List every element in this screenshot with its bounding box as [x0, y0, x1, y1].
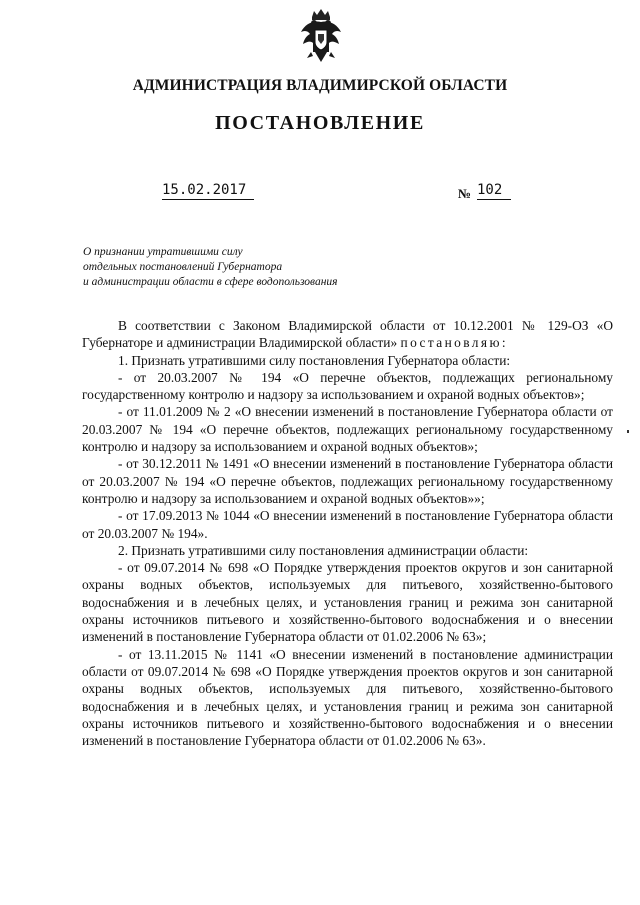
decree-word: постановляю:	[400, 335, 508, 351]
document-date: 15.02.2017	[162, 182, 254, 200]
preamble-paragraph	[82, 317, 613, 352]
list-item: - от 13.11.2015 № 1141 «О внесении изменений в постановление администрации области от 09.07.2014 № 698 «О Порядке утверждения проектов округов и зон санитарной охраны водных объектов, используемых для питьевого, хозяйственно-бытового водоснабжения и в лечебных целях, и установления границ и режима зон санитарной охраны источников питьевого и хозяйственно-бытового водоснабжения и о внесении изменений в постановление Губернатора области от 01.02.2006 № 63».	[82, 646, 613, 749]
list-item: - от 17.09.2013 № 1044 «О внесении изменений в постановление Губернатора области от 20.03.2007 № 194».	[82, 508, 613, 541]
subject-line: и администрации области в сфере водопользования	[83, 275, 338, 288]
organization-title: АДМИНИСТРАЦИЯ ВЛАДИМИРСКОЙ ОБЛАСТИ	[132, 77, 508, 94]
list-item: - от 20.03.2007 № 194 «О перечне объектов, подлежащих региональному государственному контролю и надзору за использованием и охраной водных объектов»;	[82, 369, 613, 403]
number-sign: №	[458, 186, 472, 201]
document-number: 102	[477, 182, 511, 200]
subject-line: отдельных постановлений Губернатора	[83, 260, 283, 273]
preamble-text: В соответствии с Законом Владимирской области от 10.12.2001 № 129-ОЗ «О Губернаторе и администрации Владимирской области»	[82, 318, 613, 351]
document-body	[82, 317, 613, 749]
scan-speck	[627, 430, 629, 433]
document-subject	[83, 245, 413, 289]
section-2-heading: 2. Признать утратившими силу постановления администрации области:	[118, 542, 529, 558]
coat-of-arms-emblem	[299, 8, 343, 66]
subject-line: О признании утратившими силу	[83, 246, 243, 258]
document-type-title: ПОСТАНОВЛЕНИЕ	[215, 112, 425, 134]
section-1-heading: 1. Признать утратившими силу постановления Губернатора области:	[118, 352, 511, 368]
list-item: - от 11.01.2009 № 2 «О внесении изменений в постановление Губернатора области от 20.03.2007 № 194 «О перечне объектов, подлежащих региональному государственному контролю и надзору за использованием и охраной водных объектов»;	[82, 404, 613, 455]
list-item: - от 09.07.2014 № 698 «О Порядке утверждения проектов округов и зон санитарной охраны водных объектов, используемых для питьевого, хозяйственно-бытового водоснабжения и в лечебных целях, и установления границ и режима зон санитарной охраны источников питьевого и хозяйственно-бытового водоснабжения и о внесении изменений в постановление Губернатора области от 01.02.2006 № 63»;	[82, 560, 613, 645]
list-item: - от 30.12.2011 № 1491 «О внесении изменений в постановление Губернатора области от 20.03.2007 № 194 «О перечне объектов, подлежащих региональному государственному контролю и надзору за использованием и охраной водных объектов»»;	[82, 456, 613, 506]
